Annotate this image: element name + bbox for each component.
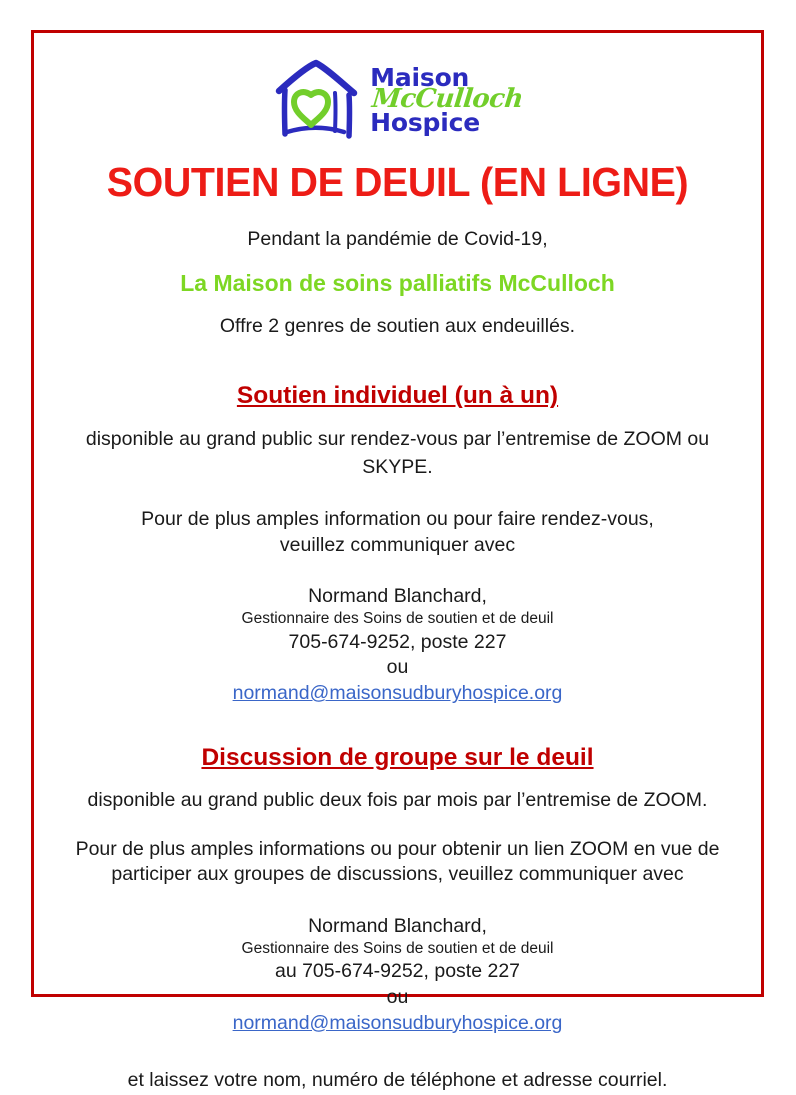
contact-title-individual: Gestionnaire des Soins de soutien et de deuil (241, 610, 554, 628)
contact-or-individual: ou (386, 655, 409, 678)
section-individual-cta-line-1: Pour de plus amples information ou pour faire rendez-vous, (141, 508, 654, 531)
page-title: SOUTIEN DE DEUIL (EN LIGNE) (106, 159, 689, 205)
contact-email-individual[interactable]: normand@maisonsudburyhospice.org (232, 682, 563, 705)
contact-phone-group: au 705-674-9252, poste 227 (274, 960, 521, 983)
organization-logo (56, 33, 739, 141)
logo-line-mcculloch: McCulloch (370, 84, 525, 115)
contact-email-group[interactable]: normand@maisonsudburyhospice.org (232, 1012, 563, 1034)
logo-line-hospice: Hospice (370, 107, 480, 137)
section-individual-availability: disponible au grand public sur rendez-vous par l’entremise de ZOOM ou SKYPE. (85, 428, 710, 478)
section-group-cta-line-2: participer aux groupes de discussions, veuillez communiquer avec (111, 863, 684, 886)
poster-content (34, 33, 761, 1092)
section-individual-cta-line-2: veuillez communiquer avec (279, 533, 516, 556)
logo-line-maison: Maison (370, 63, 470, 93)
house-with-heart-logo-icon (272, 59, 364, 141)
section-group-availability: disponible au grand public deux fois par mois par l’entremise de ZOOM. (87, 789, 708, 812)
contact-name-group: Normand Blanchard, (308, 914, 487, 937)
section-heading-individual: Soutien individuel (un à un) (236, 382, 559, 410)
contact-name-individual: Normand Blanchard, (308, 585, 487, 608)
intro-org-name: La Maison de soins palliatifs McCulloch (180, 269, 615, 296)
contact-phone-individual: 705-674-9252, poste 227 (288, 630, 507, 653)
section-group-cta-line-1: Pour de plus amples informations ou pour obtenir un lien ZOOM en vue de (75, 838, 720, 861)
contact-title-group: Gestionnaire des Soins de soutien et de deuil (241, 940, 554, 958)
logo-wordmark (370, 63, 525, 137)
contact-or-group: ou (386, 985, 409, 1008)
intro-line-1: Pendant la pandémie de Covid-19, (247, 228, 548, 251)
section-heading-group: Discussion de groupe sur le deuil (201, 743, 594, 771)
closing-line: et laissez votre nom, numéro de téléphone et adresse courriel. (127, 1069, 668, 1092)
intro-line-3: Offre 2 genres de soutien aux endeuillés. (219, 314, 576, 337)
